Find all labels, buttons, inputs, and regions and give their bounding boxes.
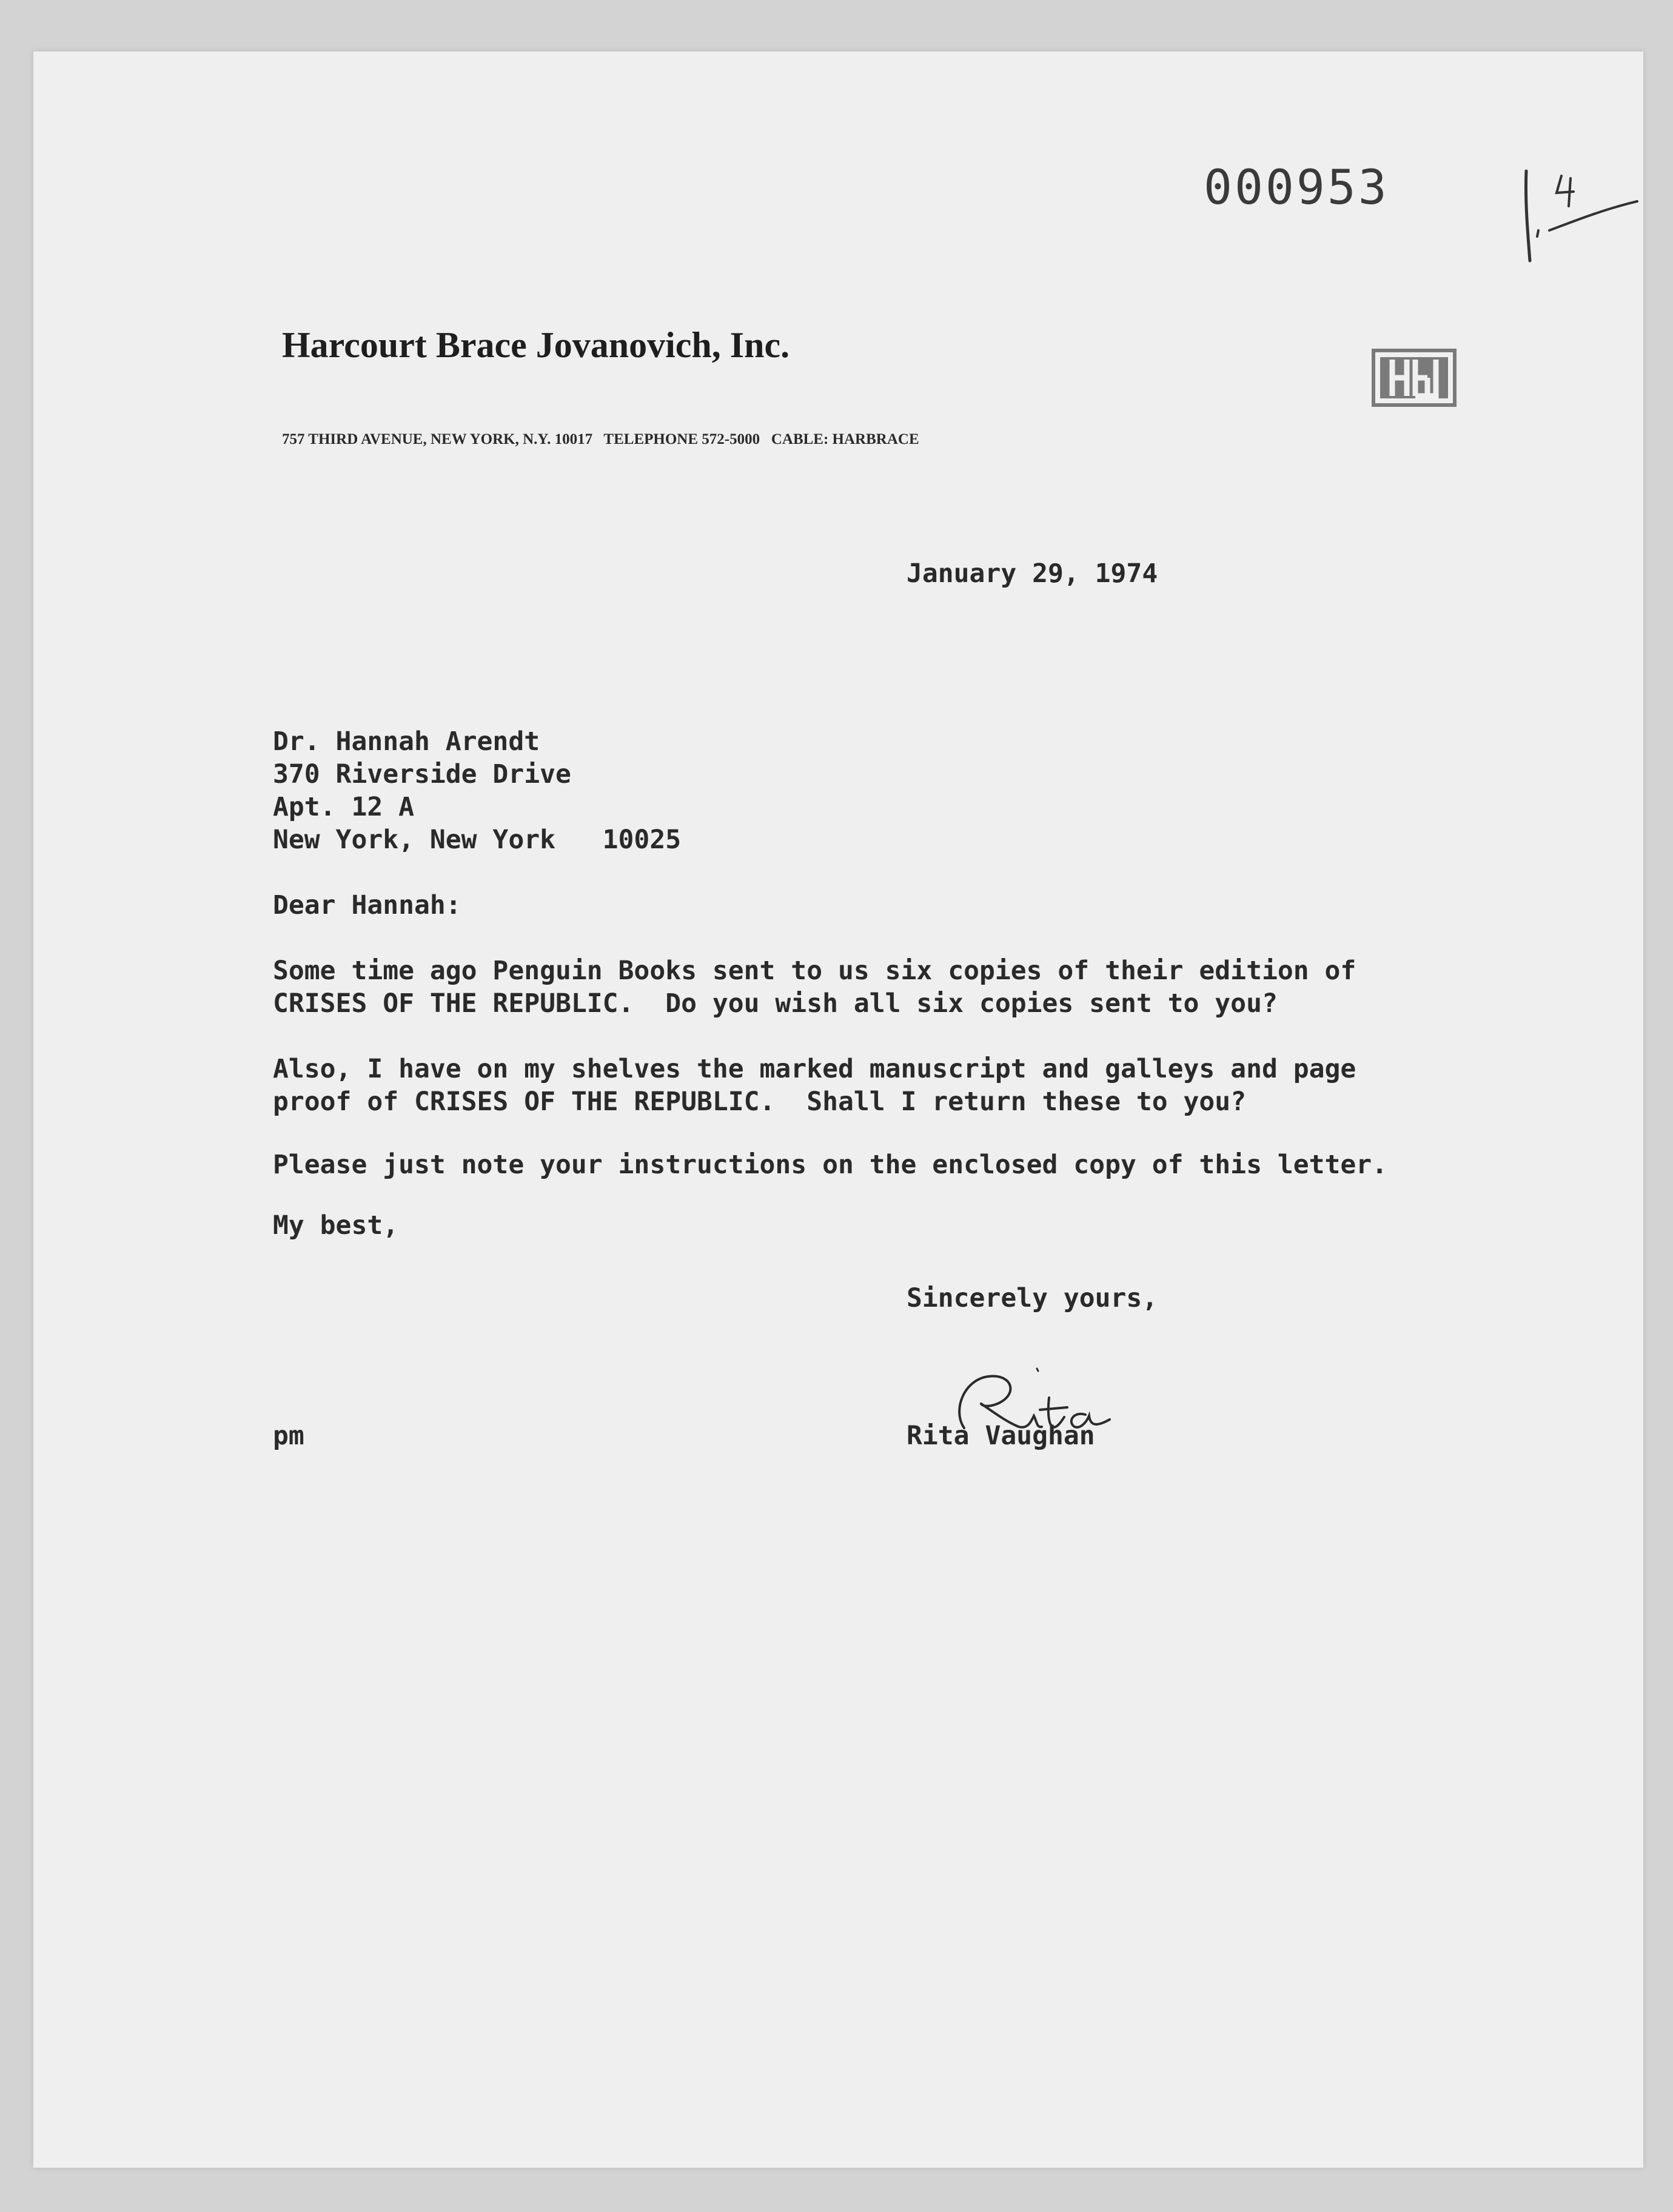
signer-name: Rita Vaughan — [907, 1421, 1095, 1451]
body-paragraph-1-line-2: CRISES OF THE REPUBLIC. Do you wish all six copies sent to you? — [273, 988, 1278, 1019]
letter-date: January 29, 1974 — [907, 558, 1158, 589]
letter-page — [33, 52, 1643, 2168]
hbj-logo — [1372, 349, 1457, 407]
body-paragraph-2-line-1: Also, I have on my shelves the marked manuscript and galleys and page — [273, 1054, 1356, 1084]
recipient-line-1: Dr. Hannah Arendt — [273, 726, 540, 757]
archive-stamp-number: 000953 — [1204, 161, 1389, 215]
letterhead-company-name: Harcourt Brace Jovanovich, Inc. — [282, 325, 790, 365]
letterhead-address: 757 THIRD AVENUE, NEW YORK, N.Y. 10017 TELEPHONE 572-5000 CABLE: HARBRACE — [282, 431, 919, 447]
body-paragraph-4: My best, — [273, 1210, 399, 1241]
closing: Sincerely yours, — [907, 1283, 1158, 1313]
recipient-line-3: Apt. 12 A — [273, 792, 414, 822]
body-paragraph-3: Please just note your instructions on the enclosed copy of this letter. — [273, 1150, 1388, 1180]
salutation: Dear Hannah: — [273, 890, 461, 920]
body-paragraph-2-line-2: proof of CRISES OF THE REPUBLIC. Shall I return these to you? — [273, 1087, 1247, 1117]
recipient-line-2: 370 Riverside Drive — [273, 759, 571, 789]
typist-initials: pm — [273, 1421, 304, 1451]
recipient-line-4: New York, New York 10025 — [273, 825, 682, 855]
handwritten-initial-mark — [1513, 164, 1646, 273]
body-paragraph-1-line-1: Some time ago Penguin Books sent to us six copies of their edition of — [273, 956, 1356, 986]
